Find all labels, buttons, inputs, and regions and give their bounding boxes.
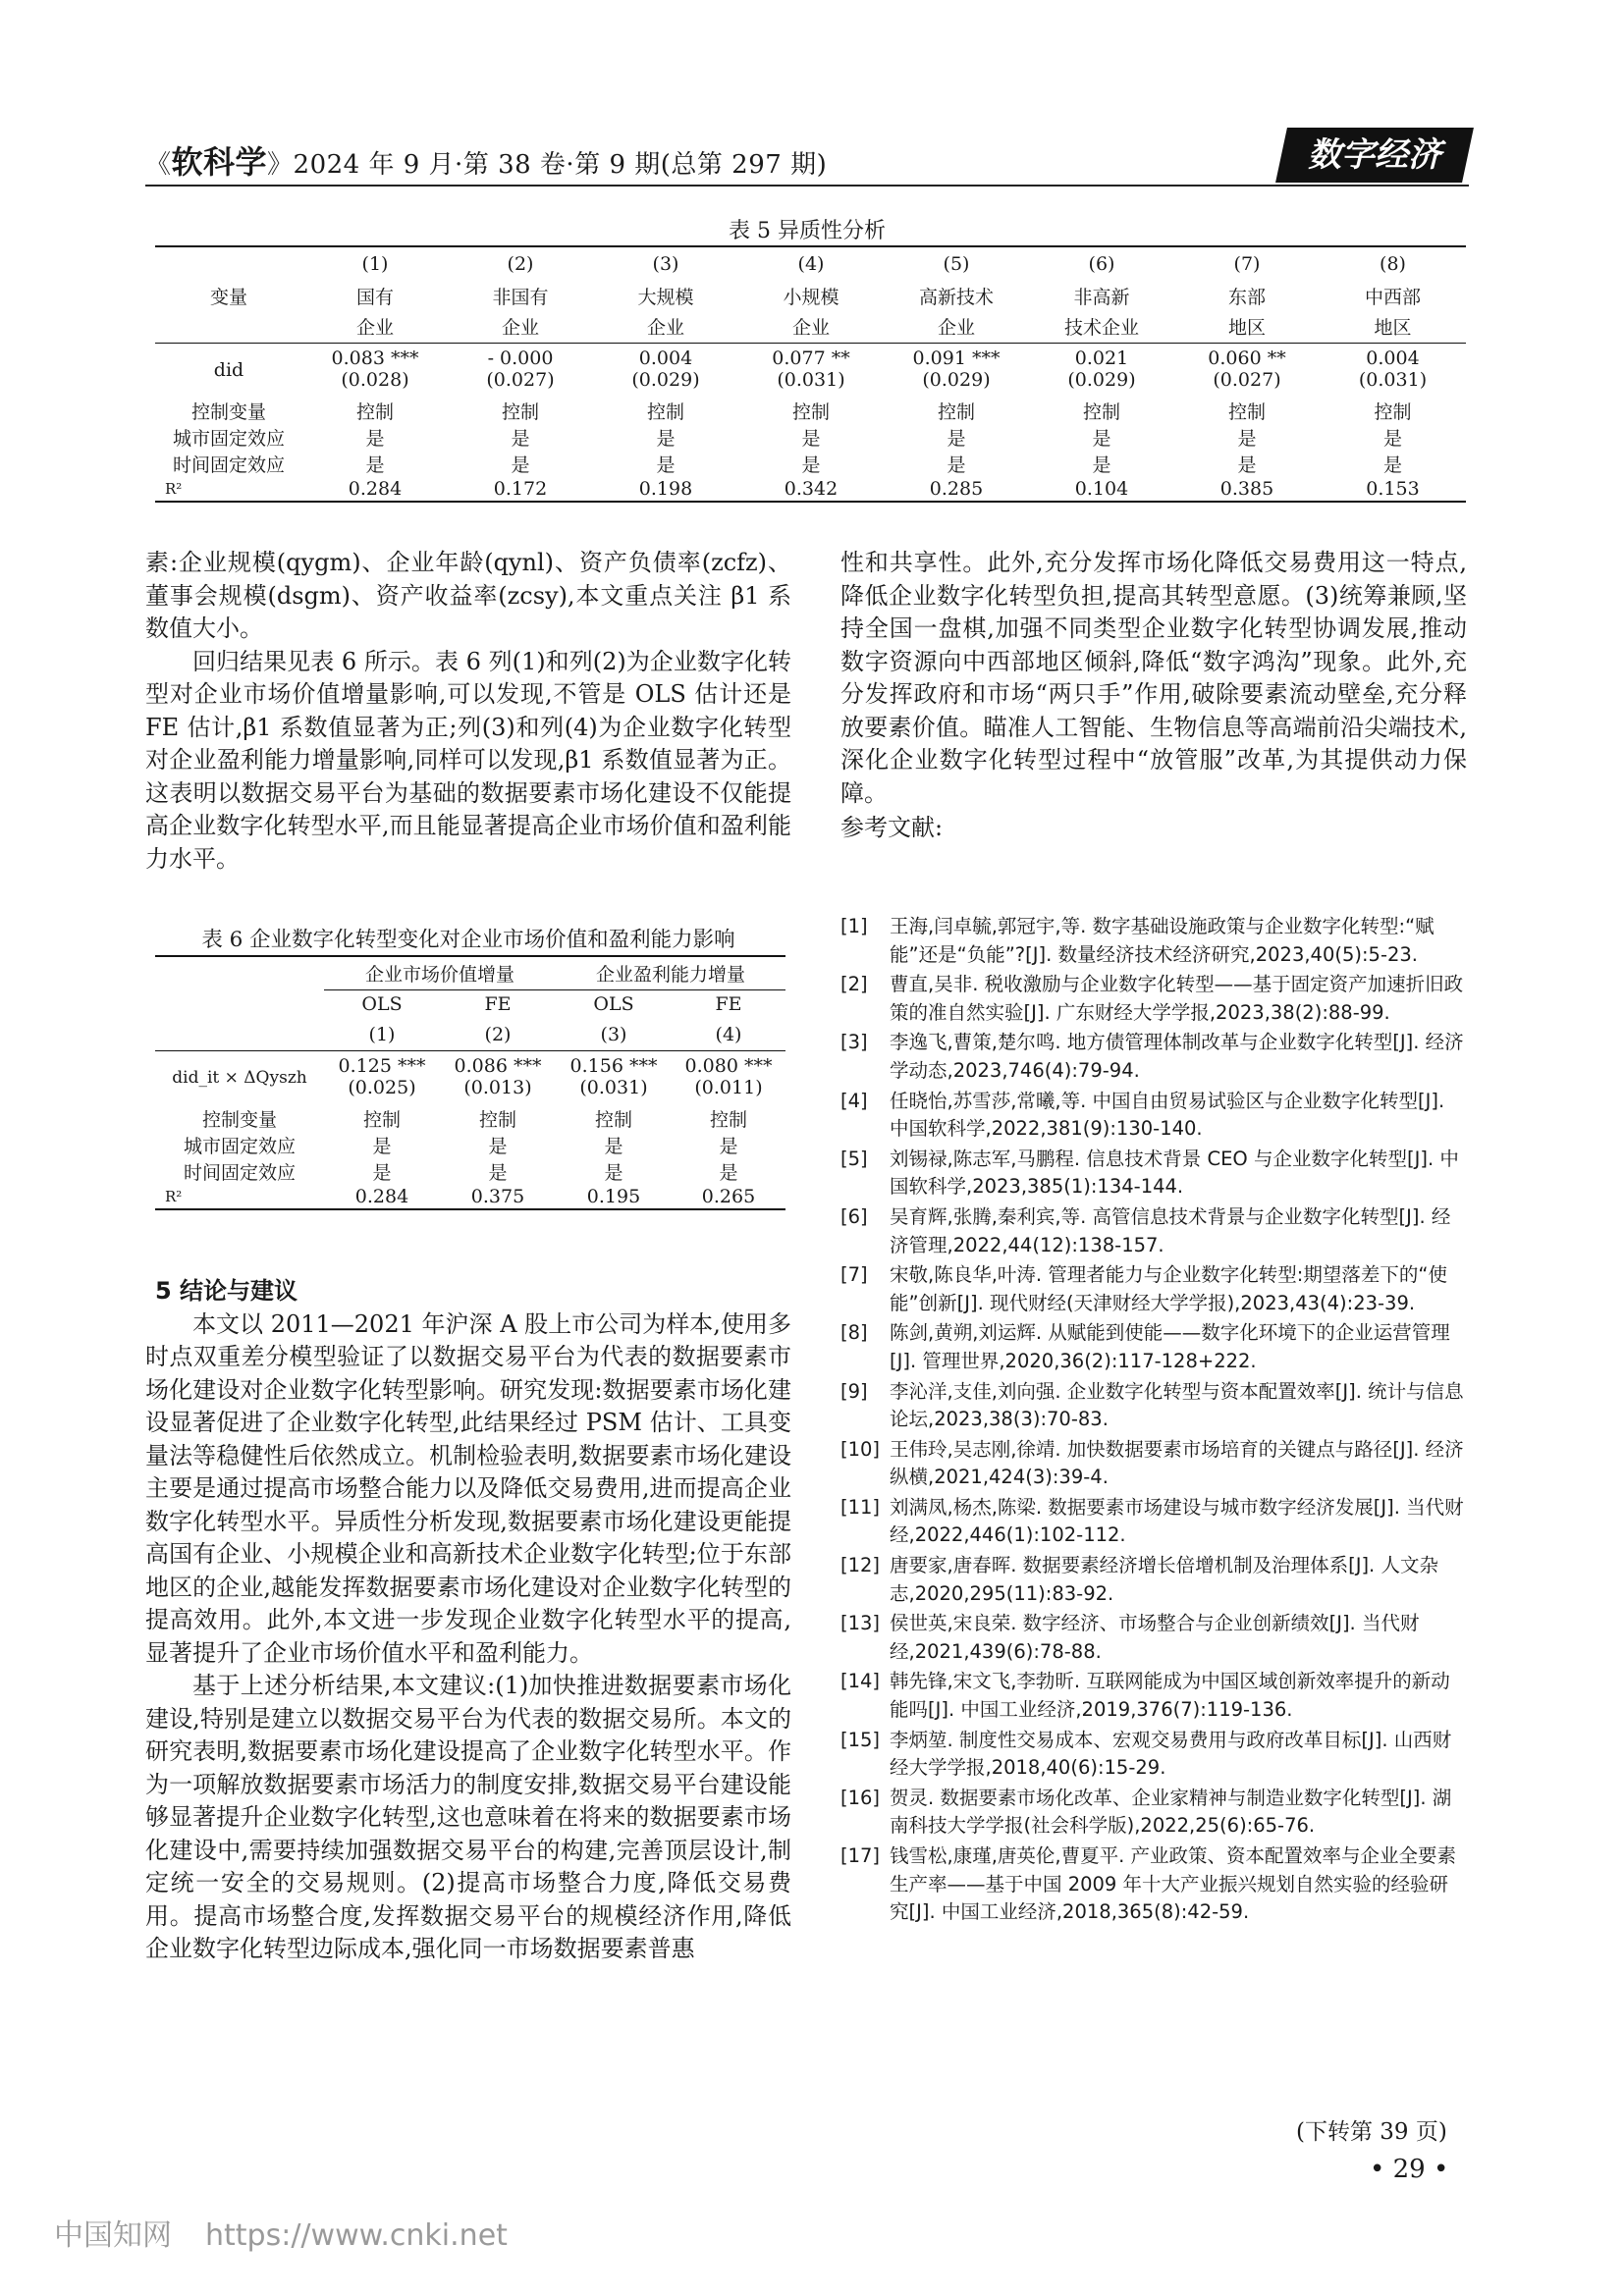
table-cell: 是: [947, 428, 966, 450]
table-row: [155, 1132, 785, 1158]
column-number: (4): [797, 253, 825, 275]
reference-item: [840, 1319, 1467, 1375]
r-squared-cell: 0.195: [586, 1186, 641, 1207]
paragraph: 性和共享性。此外,充分发挥市场化降低交易费用这一特点,降低企业数字化转型负担,提高其转型意愿。(3)统筹兼顾,坚持全国一盘棋,加强不同类型企业数字化转型协调发展,推动数字资源向中西部地区倾斜,降低“数字鸿沟”现象。此外,充分发挥政府和市场“两只手”作用,破除要素流动壁垒,充分释放要素价值。瞄准人工智能、生物信息等高端前沿尖端技术,深化企业数字化转型过程中“放管服”改革,为其提供动力保障。: [840, 549, 1467, 807]
reference-number: [15]: [840, 1728, 881, 1751]
group-header: 企业市场价值增量: [324, 958, 556, 989]
table-row: [155, 1185, 785, 1209]
table-cell: 是: [372, 1136, 392, 1157]
journal-quote-close: 》: [267, 150, 294, 180]
journal-name: 软科学: [171, 143, 268, 181]
table-cell: 是: [511, 428, 530, 450]
method-header: FE: [715, 993, 742, 1016]
std-error-cell: (0.027): [486, 369, 555, 391]
column-header: 企业: [791, 317, 830, 340]
table-cell: 控制: [791, 401, 830, 423]
reference-item: [840, 1552, 1467, 1608]
reference-number: [8]: [840, 1321, 868, 1345]
reference-text: 王伟玲,吴志刚,徐靖. 加快数据要素市场培育的关键点与路径[J]. 经济纵横,2021,424(3):39-4.: [890, 1437, 1464, 1489]
table-cell: 是: [604, 1162, 623, 1184]
reference-text: 韩先锋,宋文飞,李勃昕. 互联网能成为中国区域创新效率提升的新动能吗[J]. 中国工业经济,2019,376(7):119-136.: [890, 1670, 1450, 1722]
std-error-cell: (0.027): [1213, 369, 1281, 391]
r-squared-cell: 0.198: [638, 478, 693, 500]
std-error-cell: (0.013): [463, 1077, 532, 1098]
paragraph: 回归结果见表 6 所示。表 6 列(1)和列(2)为企业数字化转型对企业市场价值增量影响,可以发现,不管是 OLS 估计还是 FE 估计,β1 系数值显著为正;列(3)和列(4)为企业数字化转型对企业盈利能力增量影响,同样可以发现,β1 系数值显著为正。这表明以数据交易平台为基础的数据要素市场化建设不仅能提高企业数字化转型水平,而且能显著提高企业市场价值和盈利能力水平。: [145, 647, 791, 873]
variable-header: 变量: [209, 286, 247, 308]
table-header-row: [155, 1019, 785, 1050]
reference-item: [840, 1203, 1467, 1259]
left-column-bottom: [145, 1275, 791, 1966]
table5-body: [155, 343, 1466, 502]
coefficient-cell: 0.080 ***: [684, 1055, 773, 1077]
method-header: OLS: [361, 993, 403, 1016]
right-column-text: [840, 547, 1467, 845]
table-cell: 控制: [646, 401, 684, 423]
section-badge: [1275, 128, 1474, 183]
reference-text: 钱雪松,康瑾,唐英伦,曹夏平. 产业政策、资本配置效率与企业全要素生产率——基于中国 2009 年十大产业振兴规划自然实验的经验研究[J]. 中国工业经济,2018,365(8):42-59.: [890, 1844, 1456, 1924]
table-row: [155, 477, 1466, 502]
reference-number: [10]: [840, 1437, 881, 1461]
watermark-site: 中国知网: [54, 2218, 172, 2253]
r-squared-cell: 0.172: [493, 478, 548, 500]
reference-item: [840, 1436, 1467, 1492]
table-row: [155, 1105, 785, 1132]
reference-number: [16]: [840, 1786, 881, 1809]
reference-number: [14]: [840, 1670, 881, 1693]
std-error-cell: (0.029): [1067, 369, 1136, 391]
column-number: (1): [368, 1023, 396, 1045]
row-label: 时间固定效应: [172, 454, 285, 476]
coefficient-cell: 0.060 **: [1208, 347, 1286, 369]
reference-number: [13]: [840, 1612, 881, 1635]
references-list: [840, 913, 1467, 1929]
row-label: R²: [165, 480, 183, 498]
reference-text: 刘锡禄,陈志军,马鹏程. 信息技术背景 CEO 与企业数字化转型[J]. 中国软科学,2023,385(1):134-144.: [890, 1147, 1459, 1199]
table-cell: 控制: [594, 1109, 632, 1131]
table-header-row: [155, 958, 785, 989]
column-header: 地区: [1374, 317, 1412, 340]
table-row: [155, 1050, 785, 1077]
table-cell: 控制: [501, 401, 539, 423]
column-number: (3): [652, 253, 679, 275]
header-rule: [145, 185, 1469, 187]
table-row: [155, 398, 1466, 424]
reference-text: 曹直,吴非. 税收激励与企业数字化转型——基于固定资产加速折旧政策的准自然实验[J]. 广东财经大学学报,2023,38(2):88-99.: [890, 973, 1464, 1024]
reference-text: 王海,闫卓毓,郭冠宇,等. 数字基础设施政策与企业数字化转型:“赋能”还是“负能”?[J]. 数量经济技术经济研究,2023,40(5):5-23.: [890, 915, 1435, 966]
reference-item: [840, 1494, 1467, 1550]
reference-text: 陈剑,黄朔,刘运辉. 从赋能到使能——数字化环境下的企业运营管理[J]. 管理世界,2020,36(2):117-128+222.: [890, 1321, 1450, 1372]
table5-header: [155, 248, 1466, 343]
column-header: 国有: [355, 286, 394, 308]
coefficient-cell: 0.077 **: [772, 347, 850, 369]
reference-text: 宋敬,陈良华,叶涛. 管理者能力与企业数字化转型:期望落差下的“使能”创新[J]. 现代财经(天津财经大学学报),2023,43(4):23-39.: [890, 1263, 1447, 1314]
reference-item: [840, 1610, 1467, 1666]
std-error-cell: (0.028): [341, 369, 409, 391]
table-cell: 是: [947, 454, 966, 476]
reference-text: 吴育辉,张腾,秦利宾,等. 高管信息技术背景与企业数字化转型[J]. 经济管理,2022,44(12):138-157.: [890, 1204, 1451, 1256]
continued-note: (下转第 39 页): [1296, 2119, 1447, 2145]
column-header: 大规模: [637, 286, 694, 308]
coefficient-cell: 0.156 ***: [569, 1055, 658, 1077]
column-header: 非国有: [492, 286, 549, 308]
table6-caption: 表 6 企业数字化转型变化对企业市场价值和盈利能力影响: [201, 928, 735, 952]
row-label: did_it × ΔQyszh: [172, 1068, 307, 1089]
r-squared-cell: 0.375: [470, 1186, 525, 1207]
column-number: (4): [715, 1023, 742, 1045]
std-error-cell: (0.029): [631, 369, 700, 391]
table-header-row: [155, 989, 785, 1019]
table5: [155, 248, 1466, 503]
table-corner-cell: [155, 958, 324, 989]
left-column-top: [145, 547, 791, 876]
reference-text: 侯世英,宋良荣. 数字经济、市场整合与企业创新绩效[J]. 当代财经,2021,439(6):78-88.: [890, 1612, 1420, 1663]
reference-item: [840, 1261, 1467, 1317]
reference-item: [840, 1842, 1467, 1927]
column-number: (2): [484, 1023, 512, 1045]
row-label: did: [213, 359, 244, 382]
cnki-watermark: [54, 2211, 508, 2254]
coefficient-cell: 0.083 ***: [331, 347, 419, 369]
table-cell: 是: [1237, 428, 1257, 450]
table-cell: 是: [656, 428, 676, 450]
column-number: (7): [1233, 253, 1261, 275]
reference-item: [840, 1146, 1467, 1201]
reference-number: [6]: [840, 1204, 868, 1228]
reference-number: [7]: [840, 1263, 868, 1287]
r-squared-cell: 0.265: [701, 1186, 756, 1207]
table-cell: 控制: [1227, 401, 1266, 423]
column-number: (3): [600, 1023, 627, 1045]
row-label: 控制变量: [201, 1109, 277, 1131]
table-cell: 是: [719, 1136, 738, 1157]
reference-item: [840, 913, 1467, 969]
r-squared-cell: 0.104: [1074, 478, 1129, 500]
reference-number: [11]: [840, 1495, 881, 1519]
table-cell: 是: [372, 1162, 392, 1184]
reference-text: 李炳堃. 制度性交易成本、宏观交易费用与政府改革目标[J]. 山西财经大学学报,2018,40(6):15-29.: [890, 1728, 1452, 1780]
table-cell: 控制: [937, 401, 975, 423]
table-cell: 是: [604, 1136, 623, 1157]
table-cell: 控制: [355, 401, 394, 423]
coefficient-cell: 0.021: [1074, 347, 1129, 369]
journal-header: [145, 137, 827, 183]
table-cell: 是: [488, 1162, 508, 1184]
reference-number: [3]: [840, 1031, 868, 1054]
reference-number: [4]: [840, 1089, 868, 1112]
reference-text: 任晓怡,苏雪莎,常曦,等. 中国自由贸易试验区与企业数字化转型[J]. 中国软科学,2022,381(9):130-140.: [890, 1089, 1445, 1141]
reference-item: [840, 1727, 1467, 1783]
table-header-row: [155, 280, 1466, 311]
table-row: [155, 369, 1466, 398]
table-cell: 是: [1092, 428, 1111, 450]
table-cell: 是: [656, 454, 676, 476]
column-header: 高新技术: [918, 286, 994, 308]
reference-number: [12]: [840, 1554, 881, 1577]
row-label: R²: [165, 1188, 183, 1205]
table6: [155, 958, 785, 1210]
table5-top-rule: [155, 245, 1466, 247]
table-cell: 是: [488, 1136, 508, 1157]
table-row: [155, 343, 1466, 369]
column-number: (6): [1088, 253, 1115, 275]
row-label: 时间固定效应: [183, 1162, 296, 1184]
column-number: (1): [361, 253, 389, 275]
reference-item: [840, 1668, 1467, 1724]
table-cell: 控制: [1082, 401, 1120, 423]
table-row: [155, 424, 1466, 451]
group-header: 企业盈利能力增量: [556, 958, 785, 989]
method-header: OLS: [593, 993, 634, 1016]
section-title: 5 结论与建议: [155, 1277, 298, 1305]
table-cell: 控制: [362, 1109, 401, 1131]
coefficient-cell: 0.086 ***: [454, 1055, 542, 1077]
coefficient-cell: 0.091 ***: [912, 347, 1001, 369]
coefficient-cell: 0.125 ***: [338, 1055, 426, 1077]
reference-number: [9]: [840, 1379, 868, 1403]
r-squared-cell: 0.342: [784, 478, 839, 500]
coefficient-cell: 0.004: [1366, 347, 1420, 369]
table-header-row: [155, 311, 1466, 343]
column-header: 企业: [501, 317, 539, 340]
watermark-url: https://www.cnki.net: [205, 2218, 508, 2253]
section-badge-label: 数字经济: [1308, 135, 1441, 175]
table-corner-cell: [155, 1019, 324, 1050]
reference-item: [840, 1785, 1467, 1841]
reference-number: [5]: [840, 1147, 868, 1170]
column-number: (2): [507, 253, 534, 275]
page-number: • 29 •: [1370, 2155, 1449, 2184]
table-corner-cell: [155, 248, 302, 280]
paragraph: 素:企业规模(qygm)、企业年龄(qynl)、资产负债率(zcfz)、董事会规模(dsgm)、资产收益率(zcsy),本文重点关注 β1 系数值大小。: [145, 549, 791, 642]
table-cell: 控制: [478, 1109, 516, 1131]
table-row: [155, 1158, 785, 1185]
issue-info: 2024 年 9 月·第 38 卷·第 9 期(总第 297 期): [293, 150, 828, 180]
column-number: (5): [943, 253, 970, 275]
column-number: (8): [1380, 253, 1406, 275]
column-header: 非高新: [1073, 286, 1130, 308]
method-header: FE: [484, 993, 512, 1016]
std-error-cell: (0.025): [348, 1077, 416, 1098]
reference-text: 唐要家,唐春晖. 数据要素经济增长倍增机制及治理体系[J]. 人文杂志,2020,295(11):83-92.: [890, 1554, 1438, 1605]
table-cell: 是: [1382, 428, 1402, 450]
table-cell: 控制: [709, 1109, 747, 1131]
row-label: 城市固定效应: [183, 1136, 296, 1157]
coefficient-cell: 0.004: [638, 347, 693, 369]
reference-item: [840, 1029, 1467, 1085]
table-cell: 是: [1237, 454, 1257, 476]
table-cell: 是: [719, 1162, 738, 1184]
column-header: 企业: [937, 317, 975, 340]
table5-caption: 表 5 异质性分析: [729, 219, 886, 243]
table-header-row: [155, 248, 1466, 280]
std-error-cell: (0.029): [922, 369, 991, 391]
table-cell: 是: [511, 454, 530, 476]
row-label: 城市固定效应: [172, 428, 285, 450]
reference-text: 李逸飞,曹策,楚尔鸣. 地方债管理体制改革与企业数字化转型[J]. 经济学动态,2023,746(4):79-94.: [890, 1031, 1464, 1082]
references-title: 参考文献:: [840, 814, 944, 841]
table6-header: [155, 958, 785, 1050]
r-squared-cell: 0.285: [929, 478, 984, 500]
table6-body: [155, 1050, 785, 1209]
table-cell: 是: [801, 454, 821, 476]
reference-number: [2]: [840, 973, 868, 996]
column-header: 东部: [1227, 286, 1266, 308]
r-squared-cell: 0.385: [1219, 478, 1274, 500]
reference-text: 贺灵. 数据要素市场化改革、企业家精神与制造业数字化转型[J]. 湖南科技大学学报(社会科学版),2022,25(6):65-76.: [890, 1786, 1452, 1838]
r-squared-cell: 0.284: [348, 478, 403, 500]
column-header: 企业: [355, 317, 394, 340]
reference-item: [840, 1378, 1467, 1434]
table-cell: 是: [365, 454, 385, 476]
r-squared-cell: 0.284: [354, 1186, 409, 1207]
std-error-cell: (0.031): [777, 369, 845, 391]
reference-number: [17]: [840, 1844, 881, 1867]
table-corner-cell: [155, 311, 302, 343]
table6-top-rule: [155, 955, 785, 957]
journal-quote-open: 《: [145, 150, 172, 180]
column-header: 地区: [1227, 317, 1266, 340]
column-header: 企业: [646, 317, 684, 340]
coefficient-cell: - 0.000: [487, 347, 554, 369]
reference-text: 李沁洋,支佳,刘向强. 企业数字化转型与资本配置效率[J]. 统计与信息论坛,2023,38(3):70-83.: [890, 1379, 1464, 1431]
table-cell: 是: [1382, 454, 1402, 476]
column-header: 中西部: [1364, 286, 1421, 308]
table-corner-cell: [155, 989, 324, 1019]
reference-item: [840, 1088, 1467, 1144]
table-row: [155, 451, 1466, 477]
std-error-cell: (0.011): [694, 1077, 763, 1098]
std-error-cell: (0.031): [579, 1077, 648, 1098]
reference-text: 刘满凤,杨杰,陈梁. 数据要素市场建设与城市数字经济发展[J]. 当代财经,2022,446(1):102-112.: [890, 1495, 1464, 1547]
r-squared-cell: 0.153: [1366, 478, 1420, 500]
std-error-cell: (0.031): [1358, 369, 1428, 391]
table-cell: 是: [1092, 454, 1111, 476]
paragraph: 基于上述分析结果,本文建议:(1)加快推进数据要素市场化建设,特别是建立以数据交易平台为代表的数据交易所。本文的研究表明,数据要素市场化建设提高了企业数字化转型水平。作为一项解放数据要素市场活力的制度安排,数据交易平台建设能够显著提升企业数字化转型,这也意味着在将来的数据要素市场化建设中,需要持续加强数据交易平台的构建,完善顶层设计,制定统一安全的交易规则。(2)提高市场整合力度,降低交易费用。提高市场整合度,发挥数据交易平台的规模经济作用,降低企业数字化转型边际成本,强化同一市场数据要素普惠: [145, 1672, 791, 1962]
column-header: 小规模: [783, 286, 839, 308]
table-cell: 是: [801, 428, 821, 450]
reference-item: [840, 971, 1467, 1027]
row-label: 控制变量: [190, 401, 266, 423]
paragraph: 本文以 2011—2021 年沪深 A 股上市公司为样本,使用多时点双重差分模型验证了以数据交易平台为代表的数据要素市场化建设对企业数字化转型影响。研究发现:数据要素市场化建设显著促进了企业数字化转型,此结果经过 PSM 估计、工具变量法等稳健性后依然成立。机制检验表明,数据要素市场化建设主要是通过提高市场整合能力以及降低交易费用,进而提高企业数字化转型水平。异质性分析发现,数据要素市场化建设更能提高国有企业、小规模企业和高新技术企业数字化转型;位于东部地区的企业,越能发挥数据要素市场化建设对企业数字化转型的提高效用。此外,本文进一步发现企业数字化转型水平的提高,显著提升了企业市场价值水平和盈利能力。: [145, 1309, 791, 1667]
table-cell: 是: [365, 428, 385, 450]
reference-number: [1]: [840, 915, 868, 937]
column-header: 技术企业: [1063, 317, 1139, 340]
table-cell: 控制: [1374, 401, 1412, 423]
